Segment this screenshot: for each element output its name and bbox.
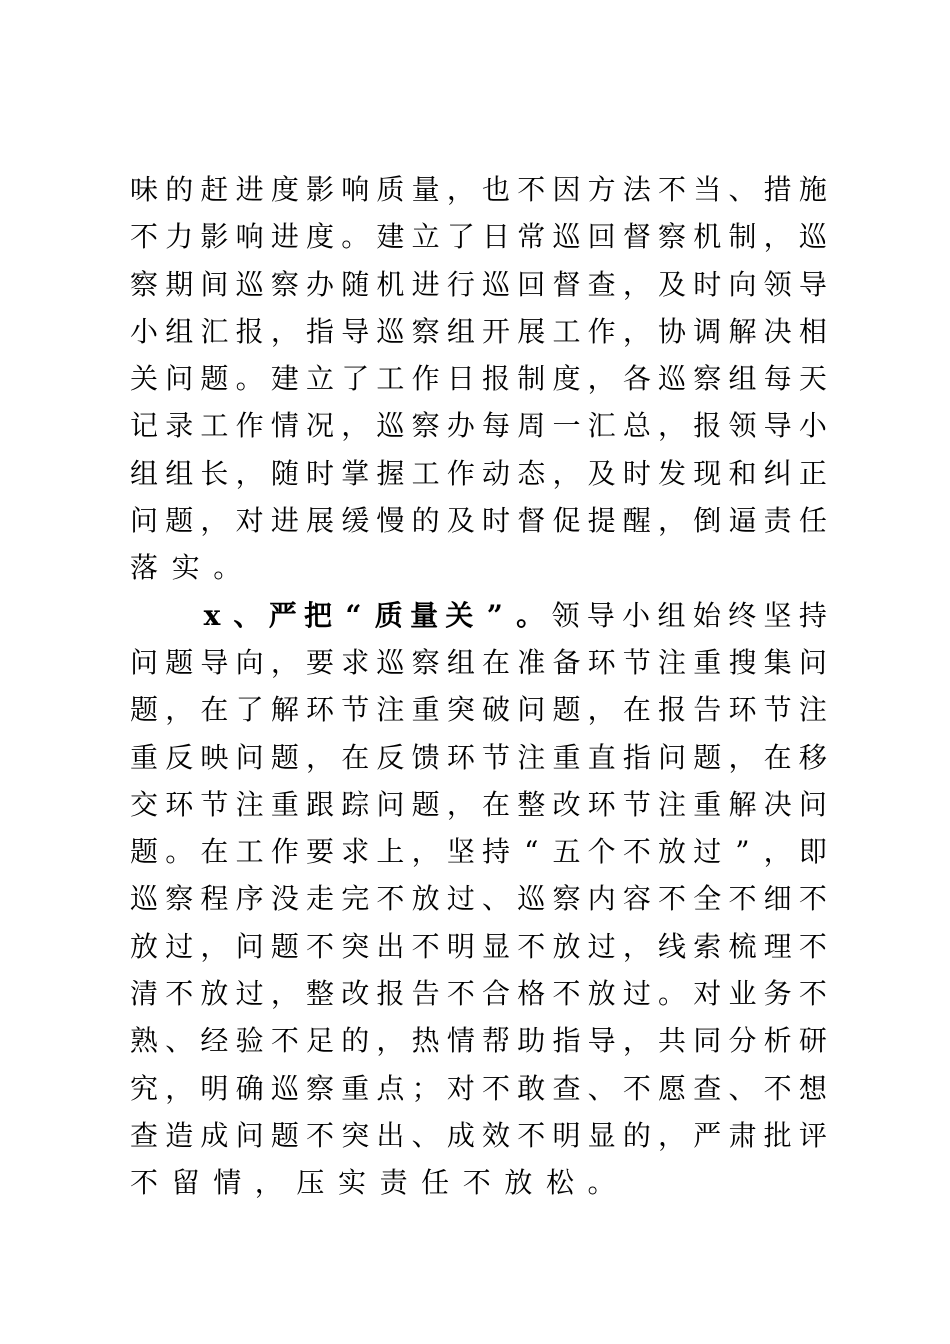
text-line: 不 留 情 ， 压 实 责 任 不 放 松 。 bbox=[130, 1166, 616, 1200]
text-line: 究 ， 明 确 巡 察 重 点 ； 对 不 敢 查 、 不 愿 查 、 不 想 bbox=[130, 1071, 827, 1105]
text-line: 交 环 节 注 重 跟 踪 问 题 ， 在 整 改 环 节 注 重 解 决 问 bbox=[130, 787, 827, 821]
text-line: 巡 察 程 序 没 走 完 不 放 过 、 巡 察 内 容 不 全 不 细 不 bbox=[130, 882, 827, 916]
text-line: 查 造 成 问 题 不 突 出 、 成 效 不 明 显 的 ， 严 肃 批 评 bbox=[130, 1118, 827, 1152]
text-line: 小 组 汇 报 ， 指 导 巡 察 组 开 展 工 作 ， 协 调 解 决 相 bbox=[130, 314, 827, 348]
text-line: 不 力 影 响 进 度 。 建 立 了 日 常 巡 回 督 察 机 制 ， 巡 bbox=[130, 220, 827, 254]
text-line: 重 反 映 问 题 ， 在 反 馈 环 节 注 重 直 指 问 题 ， 在 移 bbox=[130, 740, 827, 774]
text-line: 题 。 在 工 作 要 求 上 ， 坚 持 “ 五 个 不 放 过 ” ， 即 bbox=[130, 835, 827, 869]
text-line: 味 的 赶 进 度 影 响 质 量 ， 也 不 因 方 法 不 当 、 措 施 bbox=[130, 173, 827, 206]
text-line: 组 组 长 ， 随 时 掌 握 工 作 动 态 ， 及 时 发 现 和 纠 正 bbox=[130, 456, 827, 490]
text-line: 察 期 间 巡 察 办 随 机 进 行 巡 回 督 查 ， 及 时 向 领 导 bbox=[130, 267, 827, 301]
text-line: 问 题 导 向 ， 要 求 巡 察 组 在 准 备 环 节 注 重 搜 集 问 bbox=[130, 645, 827, 679]
text-line: 清 不 放 过 ， 整 改 报 告 不 合 格 不 放 过 。 对 业 务 不 bbox=[130, 977, 827, 1011]
body-text bbox=[130, 166, 827, 1207]
text-line: 落 实 。 bbox=[130, 551, 242, 585]
text-line: 关 问 题 。 建 立 了 工 作 日 报 制 度 ， 各 巡 察 组 每 天 bbox=[130, 362, 827, 396]
paragraph-first-line: x 、 严 把 “ 质 量 关 ” 。 领 导 小 组 始 终 坚 持 bbox=[203, 598, 827, 632]
text-line: 题 ， 在 了 解 环 节 注 重 突 破 问 题 ， 在 报 告 环 节 注 bbox=[130, 693, 827, 727]
text-line: 放 过 ， 问 题 不 突 出 不 明 显 不 放 过 ， 线 索 梳 理 不 bbox=[130, 929, 827, 963]
text-line: 熟 、 经 验 不 足 的 ， 热 情 帮 助 指 导 ， 共 同 分 析 研 bbox=[130, 1024, 827, 1058]
text-line: 问 题 ， 对 进 展 缓 慢 的 及 时 督 促 提 醒 ， 倒 逼 责 任 bbox=[130, 504, 827, 538]
text-line: 记 录 工 作 情 况 ， 巡 察 办 每 周 一 汇 总 ， 报 领 导 小 bbox=[130, 409, 827, 443]
